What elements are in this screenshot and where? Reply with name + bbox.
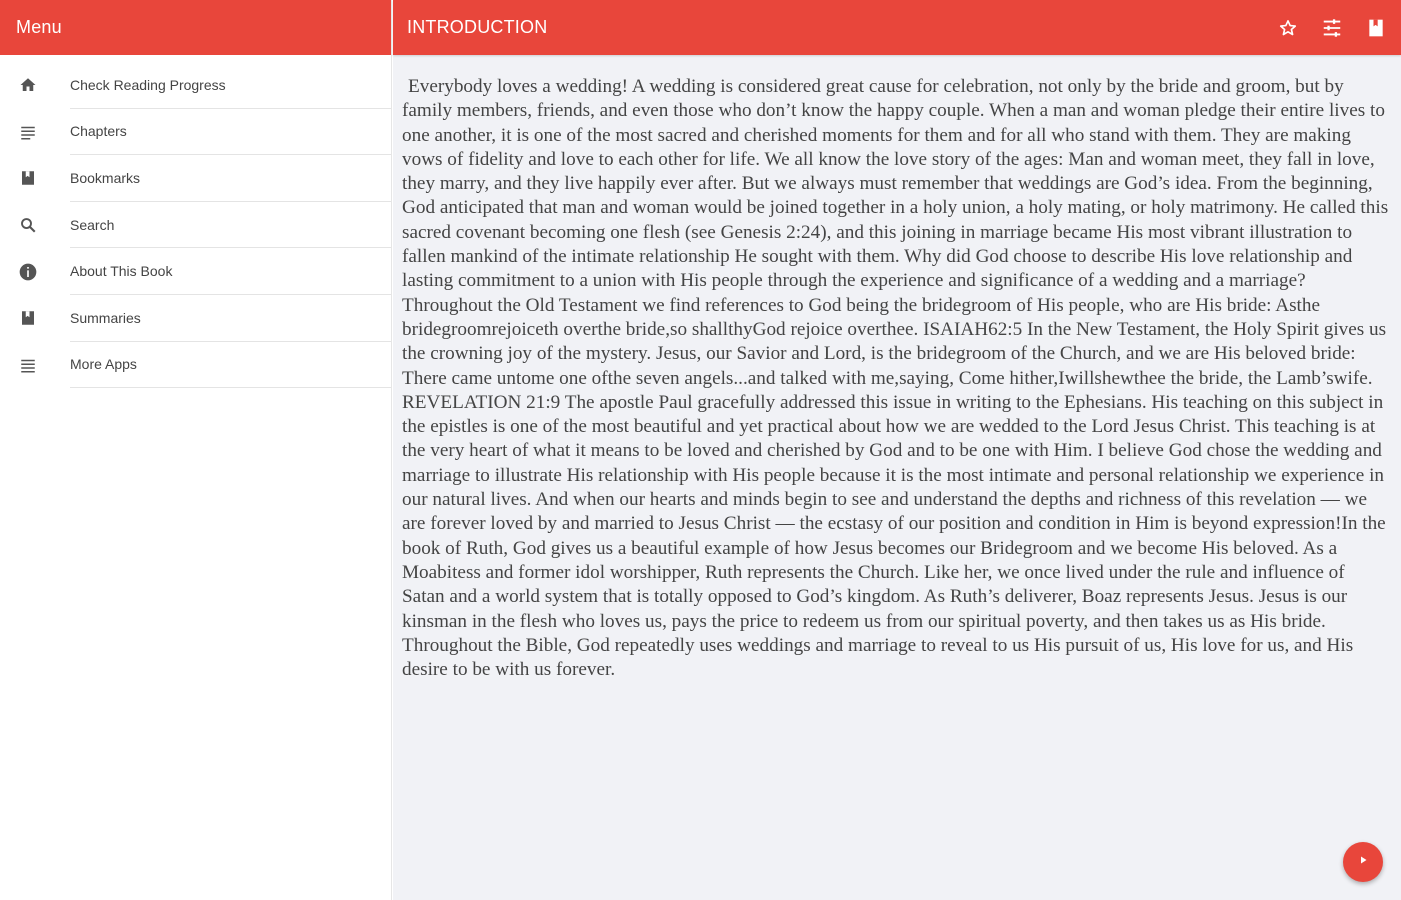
- drawer-title: Menu: [16, 17, 62, 37]
- bookmark-icon: [17, 167, 39, 189]
- bookmark-icon[interactable]: [1365, 17, 1387, 39]
- page-title: INTRODUCTION: [407, 17, 548, 37]
- star-icon[interactable]: [1277, 17, 1299, 39]
- next-page-button[interactable]: [1343, 842, 1383, 882]
- drawer-menu: [0, 62, 391, 388]
- list-icon: [17, 354, 39, 376]
- menu-item-label: Bookmarks: [70, 155, 391, 202]
- menu-item-label: Chapters: [70, 109, 391, 156]
- home-icon: [17, 74, 39, 96]
- summary-book-icon: [17, 307, 39, 329]
- menu-item-about-this-book[interactable]: [0, 248, 391, 295]
- chapter-paragraph: Everybody loves a wedding! A wedding is considered great cause for celebration, not only by the bride and groom, but by family members, friends, and even those who don’t know the happy couple. When a man and woman pledge their entire lives to one another, it is one of the most sacred and cherished moments for them and for all who stand with them. They are making vows of fidelity and love to each other for life. We all know the love story of the ages: Man and woman meet, they fall in love, they marry, and they live happily ever after. But we always must remember that weddings are God’s idea. From the beginning, God anticipated that man and woman would be joined together in a holy union, a holy mating, or holy matrimony. He called this sacred covenant becoming one flesh (see Genesis 2:24), and this joining in marriage became His most vibrant illustration to fallen mankind of the intimate relationship He sought with them. Why did God choose to describe His love relationship and lasting commitment to a union with His people through the experience and significance of a wedding and a marriage? Throughout the Old Testament we find references to God being the bridegroom of His people, who are His bride: Asthe bridegroomrejoiceth overthe bride,so shallthyGod rejoice overthee. ISAIAH62:5 In the New Testament, the Holy Spirit gives us the crowning joy of the mystery. Jesus, our Savior and Lord, is the bridegroom of the Church, and we are His beloved bride: There came untome one ofthe seven angels...and talked with me,saying, Come hither,Iwillshewthee the bride, the Lamb’swife. REVELATION 21:9 The apostle Paul gracefully addressed this issue in writing to the Ephesians. His teaching on this subject in the epistles is one of the most beautiful and yet practical about how we are wedded to the Lord Jesus Christ. This teaching is at the very heart of what it means to be loved and cherished by God and to be one with Him. I believe God chose the wedding and marriage to illustrate His relationship with His people because it is the most intimate and personal relationship we experience in our natural lives. And when our hearts and minds begin to see and understand the depths and richness of this revelation — we are forever loved by and married to Jesus Christ — the ecstasy of our position and condition in Him is beyond expression!In the book of Ruth, God gives us a beautiful example of how Jesus becomes our Bridegroom and we become His beloved. As a Moabitess and former idol worshipper, Ruth represents the Church. Like her, we once lived under the rule and influence of Satan and a world system that is totally opposed to God’s kingdom. As Ruth’s deliverer, Boaz represents Jesus. Jesus is our kinsman in the flesh who loves us, pays the price to redeem us from our spiritual poverty, and then takes us as His bride. Throughout the Bible, God repeatedly uses weddings and marriage to reveal to us His pursuit of us, His love for us, and His desire to be with us forever.: [402, 76, 1389, 681]
- settings-sliders-icon[interactable]: [1321, 17, 1343, 39]
- menu-item-search[interactable]: [0, 202, 391, 249]
- chapters-list-icon: [17, 121, 39, 143]
- reader-pane: [393, 0, 1401, 900]
- drawer-header: [0, 0, 391, 55]
- menu-item-bookmarks[interactable]: [0, 155, 391, 202]
- menu-item-label: More Apps: [70, 342, 391, 389]
- menu-item-more-apps[interactable]: [0, 342, 391, 389]
- app-bar-actions: [1277, 0, 1387, 55]
- menu-item-check-reading-progress[interactable]: [0, 62, 391, 109]
- menu-item-label: About This Book: [70, 248, 391, 295]
- menu-item-label: Summaries: [70, 295, 391, 342]
- menu-item-summaries[interactable]: [0, 295, 391, 342]
- info-icon: [17, 261, 39, 283]
- navigation-drawer: [0, 0, 392, 900]
- chapter-text: [393, 55, 1401, 682]
- app-bar: [393, 0, 1401, 55]
- menu-item-chapters[interactable]: [0, 109, 391, 156]
- search-icon: [17, 214, 39, 236]
- play-arrow-icon: [1357, 853, 1369, 871]
- menu-item-label: Check Reading Progress: [70, 62, 391, 109]
- menu-item-label: Search: [70, 202, 391, 249]
